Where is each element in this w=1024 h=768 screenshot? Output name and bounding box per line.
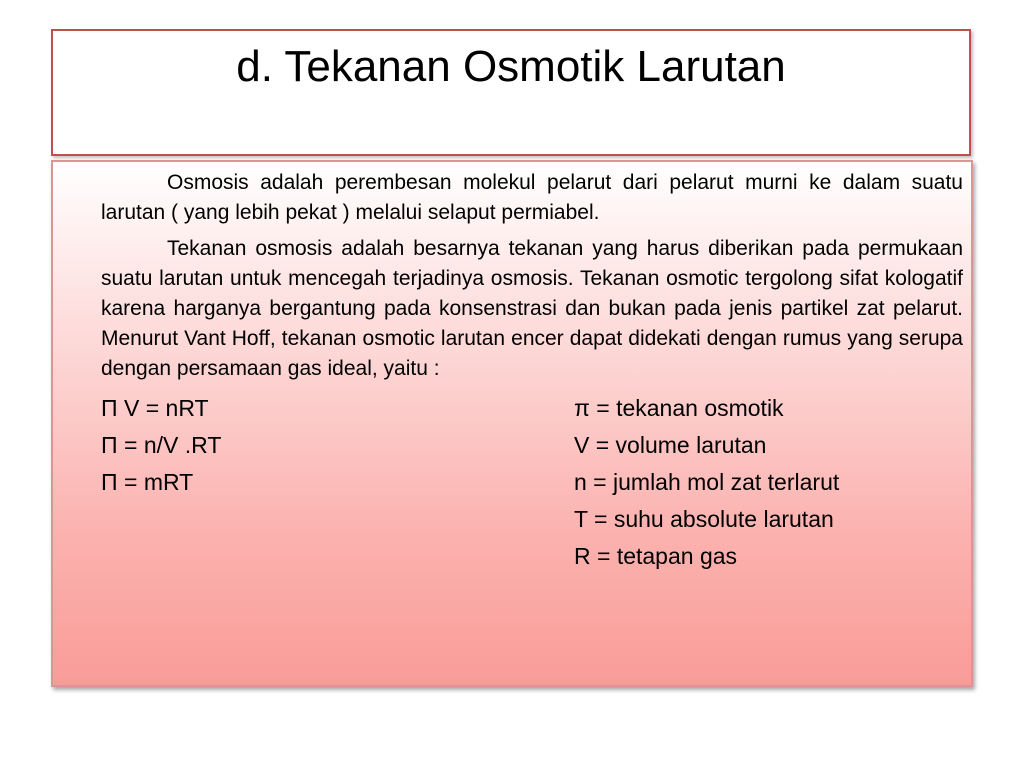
formula-row — [101, 538, 963, 575]
formula-pv-nrt: Π V = nRT — [101, 395, 209, 421]
paragraph-osmotic-pressure: Tekanan osmosis adalah besarnya tekanan yang harus diberikan pada permukaan suatu larutan untuk mencegah terjadinya osmosis. Tekanan osmotic tergolong sifat kologatif karena harganya bergantung pada konsenstrasi dan bukan pada jenis partikel zat pelarut. Menurut Vant Hoff, tekanan osmotic larutan encer dapat didekati dengan rumus yang serupa dengan persamaan gas ideal, yaitu : — [101, 237, 963, 380]
definition-n: n = jumlah mol zat terlarut — [574, 469, 840, 495]
formula-mrt: Π = mRT — [101, 469, 194, 495]
title-placeholder — [51, 29, 971, 156]
definition-pi: π = tekanan osmotik — [574, 395, 784, 421]
definition-t: T = suhu absolute larutan — [574, 506, 834, 532]
formula-section — [101, 390, 963, 575]
formula-row — [101, 501, 963, 538]
paragraph-osmosis-definition: Osmosis adalah perembesan molekul pelarut dari pelarut murni ke dalam suatu larutan ( yang lebih pekat ) melalui selaput permiabel. — [101, 171, 963, 224]
content-body — [101, 168, 963, 575]
definition-r: R = tetapan gas — [574, 543, 738, 569]
formula-row — [101, 427, 963, 464]
content-placeholder — [51, 160, 973, 687]
formula-n-over-v-rt: Π = n/V .RT — [101, 432, 222, 458]
formula-row — [101, 390, 963, 427]
definition-v: V = volume larutan — [574, 432, 767, 458]
slide-title: d. Tekanan Osmotik Larutan — [236, 42, 786, 91]
formula-row — [101, 464, 963, 501]
